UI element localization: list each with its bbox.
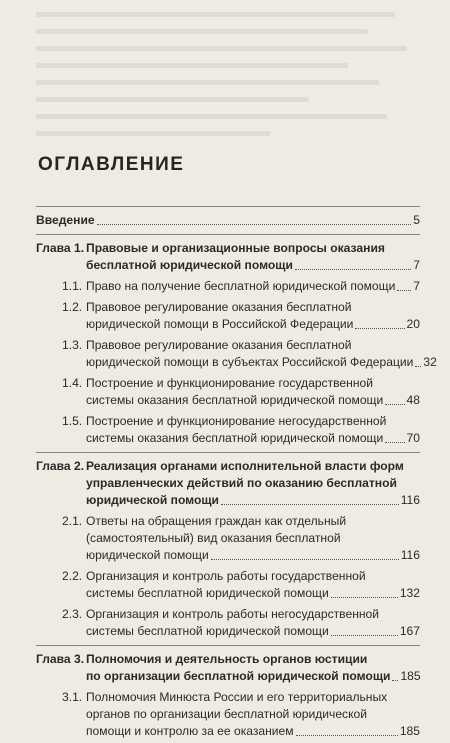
- entry-title-line: Правовое регулирование оказания бесплатной: [86, 300, 352, 314]
- entry-title-line: помощи и контролю за ее оказанием: [86, 724, 294, 738]
- entry-last-line: [36, 212, 420, 229]
- entry-title-line: системы бесплатной юридической помощи: [86, 586, 329, 600]
- entry-title-line: Построение и функционирование негосударственной: [86, 414, 387, 428]
- toc-entry-section[interactable]: [36, 337, 437, 371]
- entry-title-line: юридической помощи: [86, 493, 219, 507]
- dot-leader: [385, 442, 404, 443]
- bleed-through-text: [36, 0, 426, 128]
- entry-last-line: [86, 623, 420, 640]
- page-number: 70: [406, 431, 420, 445]
- divider: [36, 234, 420, 235]
- entry-last-line: [86, 668, 420, 685]
- page-number: 167: [399, 624, 420, 638]
- entry-number: 1.1.: [62, 279, 83, 293]
- toc-entry-section[interactable]: [36, 513, 420, 564]
- divider: [36, 206, 420, 207]
- entry-title-line: Организация и контроль работы негосударственной: [86, 607, 380, 621]
- toc-entry-section[interactable]: [36, 606, 420, 640]
- dot-leader: [331, 635, 398, 636]
- dot-leader: [331, 597, 398, 598]
- entry-title-line: Полномочия Минюста России и его территориальных: [86, 690, 388, 704]
- entry-number: Глава 3.: [36, 652, 85, 666]
- entry-body: [86, 689, 420, 740]
- entry-title-line: (самостоятельный) вид оказания бесплатной: [86, 531, 341, 545]
- entry-number: 1.5.: [62, 414, 83, 428]
- entry-body: [86, 240, 420, 274]
- entry-body: [86, 375, 420, 409]
- toc-entry-section[interactable]: [36, 413, 420, 447]
- entry-number: 1.2.: [62, 300, 83, 314]
- entry-last-line: [86, 278, 420, 295]
- entry-title-line: Введение: [36, 213, 95, 227]
- dot-leader: [385, 404, 404, 405]
- divider: [36, 452, 420, 453]
- entry-body: [36, 212, 420, 229]
- entry-last-line: [86, 354, 437, 371]
- toc-entry-section[interactable]: [36, 278, 420, 295]
- entry-title-line: системы оказания бесплатной юридической помощи: [86, 431, 384, 445]
- page-number: 185: [400, 669, 421, 683]
- entry-number: 1.4.: [62, 376, 83, 390]
- toc-entry-chapter[interactable]: [36, 458, 420, 509]
- entry-title-line: Правовые и организационные вопросы оказания: [86, 241, 385, 255]
- toc-entry-section[interactable]: [36, 568, 420, 602]
- dot-leader: [97, 224, 412, 225]
- page-number: 32: [423, 355, 437, 369]
- entry-title-line: органов по организации бесплатной юридической: [86, 707, 368, 721]
- entry-last-line: [86, 257, 420, 274]
- entry-number: 2.1.: [62, 514, 83, 528]
- entry-title-line: Ответы на обращения граждан как отдельный: [86, 514, 347, 528]
- entry-number: 2.3.: [62, 607, 83, 621]
- dot-leader: [355, 328, 404, 329]
- entry-title-line: управленческих действий по оказанию бесплатной: [86, 476, 397, 490]
- entry-number: Глава 2.: [36, 459, 85, 473]
- entry-body: [86, 337, 437, 371]
- dot-leader: [397, 290, 411, 291]
- entry-title-line: Организация и контроль работы государственной: [86, 569, 366, 583]
- table-of-contents: [36, 204, 437, 743]
- page-number: 7: [413, 279, 420, 293]
- entry-title-line: Полномочия и деятельность органов юстиции: [86, 652, 368, 666]
- dot-leader: [296, 735, 398, 736]
- entry-last-line: [86, 585, 420, 602]
- page-number: 132: [399, 586, 420, 600]
- divider: [36, 645, 420, 646]
- page-title: ОГЛАВЛЕНИЕ: [38, 154, 185, 175]
- entry-title-line: Правовое регулирование оказания бесплатной: [86, 338, 352, 352]
- entry-title-line: Право на получение бесплатной юридической помощи: [86, 279, 396, 293]
- entry-title-line: системы бесплатной юридической помощи: [86, 624, 329, 638]
- toc-entry-section[interactable]: [36, 299, 420, 333]
- page-number: 116: [400, 493, 420, 507]
- entry-title-line: по организации бесплатной юридической помощи: [86, 669, 391, 683]
- toc-entry-intro[interactable]: [36, 212, 420, 229]
- chapter-block: [36, 455, 420, 643]
- dot-leader: [211, 559, 399, 560]
- entry-title-line: юридической помощи: [86, 548, 209, 562]
- page-number: 116: [400, 548, 420, 562]
- dot-leader: [221, 504, 399, 505]
- toc-entry-chapter[interactable]: [36, 651, 420, 685]
- entry-last-line: [86, 492, 420, 509]
- toc-entry-section[interactable]: [36, 689, 420, 740]
- dot-leader: [295, 269, 411, 270]
- entry-title-line: системы оказания бесплатной юридической помощи: [86, 393, 384, 407]
- page-number: 48: [406, 393, 420, 407]
- entry-number: Глава 1.: [36, 241, 85, 255]
- entry-title-line: бесплатной юридической помощи: [86, 258, 293, 272]
- entry-body: [86, 458, 420, 509]
- entry-body: [86, 413, 420, 447]
- page-number: 20: [406, 317, 420, 331]
- chapter-block: [36, 648, 420, 743]
- entry-last-line: [86, 547, 420, 564]
- entry-title-line: Реализация органами исполнительной власти форм: [86, 459, 404, 473]
- toc-entry-section[interactable]: [36, 375, 420, 409]
- page-number: 5: [413, 213, 420, 227]
- entry-last-line: [86, 430, 420, 447]
- entry-body: [86, 606, 420, 640]
- intro-block: [36, 209, 420, 232]
- entry-number: 2.2.: [62, 569, 83, 583]
- page-number: 185: [399, 724, 420, 738]
- entry-number: 3.1.: [62, 690, 83, 704]
- entry-title-line: Построение и функционирование государственной: [86, 376, 373, 390]
- entry-last-line: [86, 392, 420, 409]
- entry-number: 1.3.: [62, 338, 83, 352]
- entry-last-line: [86, 723, 420, 740]
- chapter-block: [36, 237, 437, 450]
- dot-leader: [392, 680, 398, 681]
- toc-entry-chapter[interactable]: [36, 240, 420, 274]
- entry-body: [86, 568, 420, 602]
- entry-title-line: юридической помощи в Российской Федерации: [86, 317, 354, 331]
- entry-body: [86, 278, 420, 295]
- entry-body: [86, 651, 420, 685]
- entry-title-line: юридической помощи в субъектах Российской Федерации: [86, 355, 414, 369]
- dot-leader: [415, 366, 421, 367]
- entry-body: [86, 513, 420, 564]
- entry-last-line: [86, 316, 420, 333]
- entry-body: [86, 299, 420, 333]
- page-number: 7: [413, 258, 420, 272]
